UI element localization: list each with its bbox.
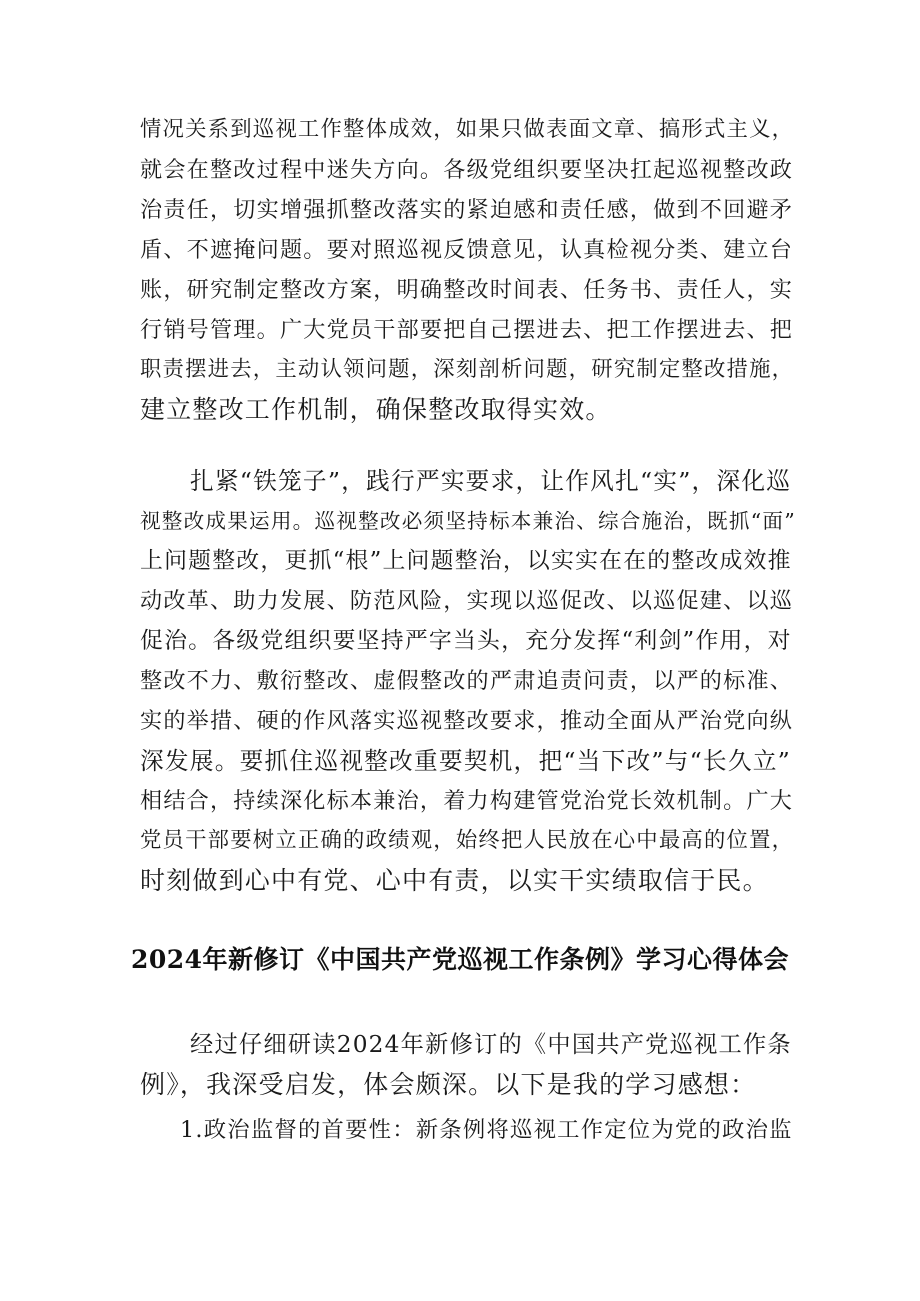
text-line: 职责摆进去，主动认领问题，深刻剖析问题，研究制定整改措施， (140, 357, 795, 382)
paragraph-introduction (140, 1025, 796, 1105)
text-line: 整改不力、敷衍整改、虚假整改的严肃追责问责，以严的标准、 (140, 668, 794, 694)
text-line: 深发展。要抓住巡视整改重要契机，把“当下改”与“长久立” (140, 747, 791, 775)
text-line: 账，研究制定整改方案，明确整改时间表、任务书、责任人，实 (140, 277, 794, 303)
paragraph-iron-cage (140, 461, 796, 901)
text-line: 建立整改工作机制，确保整改取得实效。 (140, 395, 612, 424)
text-line: 情况关系到巡视工作整体成效，如果只做表面文章、搞形式主义， (140, 117, 795, 142)
text-line: 促治。各级党组织要坚持严字当头，充分发挥“利剑”作用，对 (140, 628, 792, 654)
text-line: 实的举措、硬的作风落实巡视整改要求，推动全面从严治党向纵 (140, 708, 794, 734)
text-line: 治责任，切实增强抓整改落实的紧迫感和责任感，做到不回避矛 (140, 197, 794, 223)
text-line: 动改革、助力发展、防范风险，实现以巡促改、以巡促建、以巡 (140, 588, 794, 614)
text-line: 扎紧“铁笼子”，践行严实要求，让作风扎“实”，深化巡 (190, 467, 792, 495)
text-line: 例》，我深受启发，体会颇深。以下是我的学习感想： (140, 1070, 757, 1099)
paragraph-rectification-responsibility (140, 110, 796, 430)
text-line: 党员干部要树立正确的政绩观，始终把人民放在心中最高的位置， (140, 828, 795, 853)
text-line: 相结合，持续深化标本兼治，着力构建管党治党长效机制。广大 (140, 788, 794, 814)
text-line: 就会在整改过程中迷失方向。各级党组织要坚决扛起巡视整改政 (140, 157, 794, 183)
text-line: 盾、不遮掩问题。要对照巡视反馈意见，认真检视分类、建立台 (140, 237, 794, 263)
text-line: 行销号管理。广大党员干部要把自己摆进去、把工作摆进去、把 (140, 317, 794, 343)
section-heading: 2024年新修订《中国共产党巡视工作条例》学习心得体会 (130, 945, 790, 974)
text-line: 经过仔细研读2024年新修订的《中国共产党巡视工作条 (190, 1031, 792, 1058)
paragraph-point-one (140, 1110, 796, 1150)
text-line: 时刻做到心中有党、心中有责，以实干实绩取信于民。 (140, 866, 769, 895)
text-line: 1.政治监督的首要性：新条例将巡视工作定位为党的政治监 (180, 1117, 793, 1143)
text-line: 视整改成果运用。巡视整改必须坚持标本兼治、综合施治，既抓“面” (140, 509, 796, 533)
text-line: 上问题整改，更抓“根”上问题整治，以实实在在的整改成效推 (140, 548, 792, 574)
